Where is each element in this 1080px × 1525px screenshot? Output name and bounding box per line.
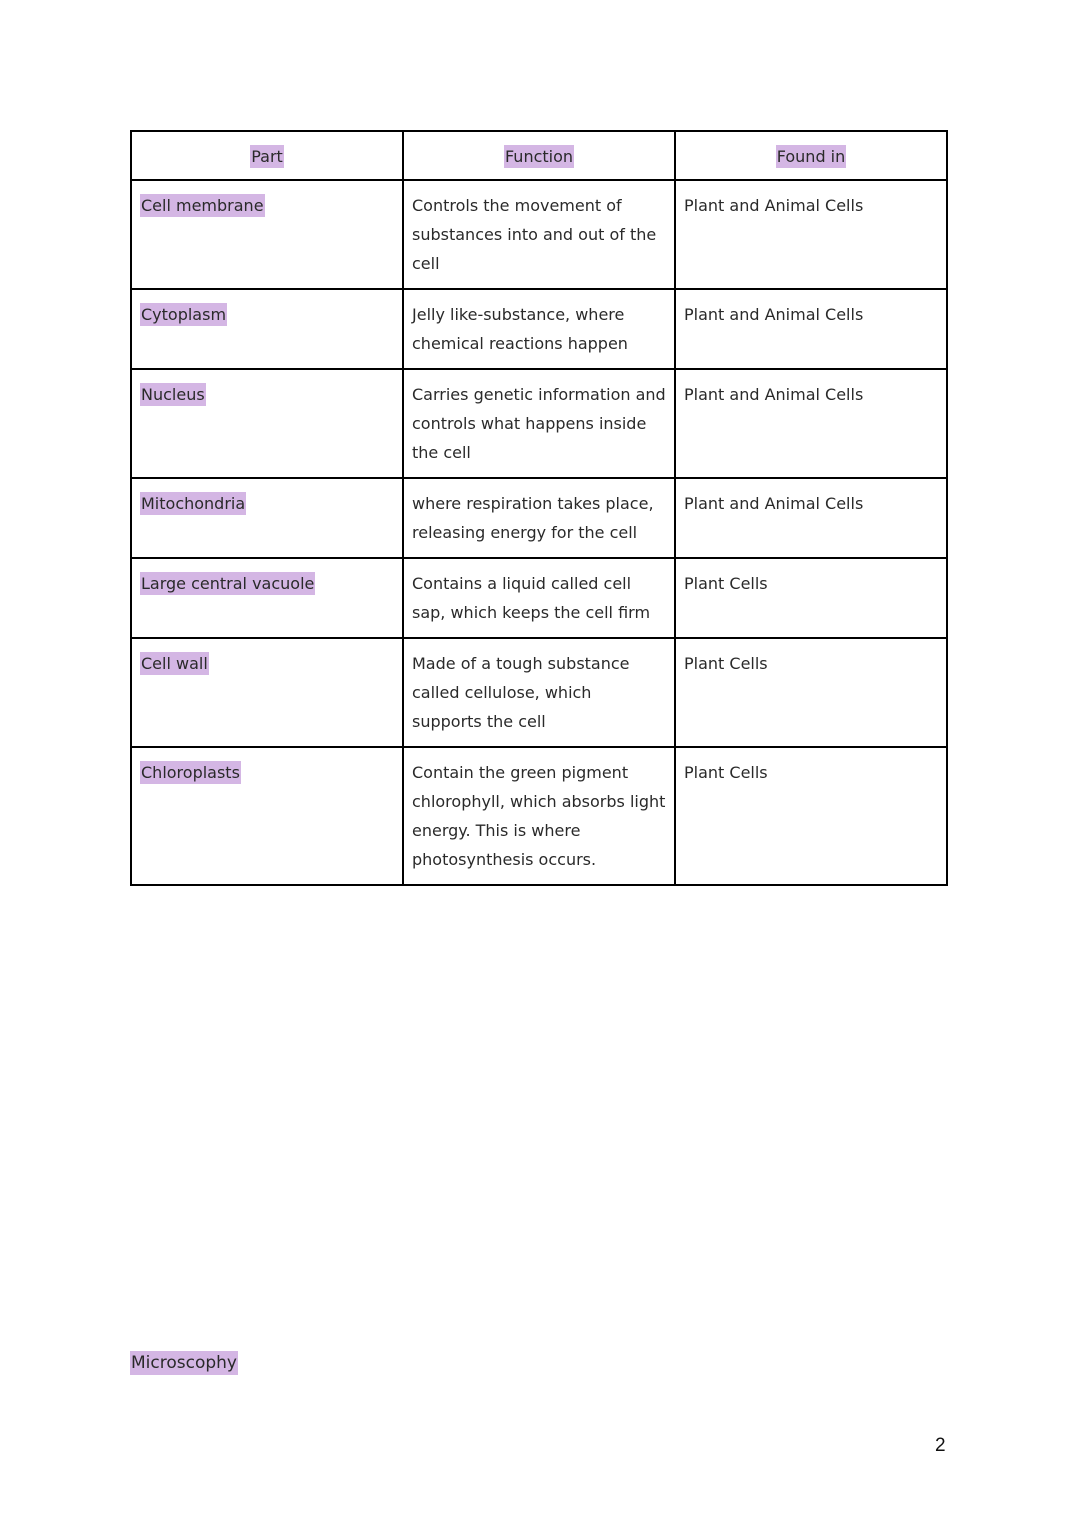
function-cell: Contain the green pigment chlorophyll, which absorbs light energy. This is where photosynthesis occurs. [403, 747, 675, 885]
part-cell [131, 180, 403, 289]
section-heading-label: Microscophy [131, 1353, 237, 1373]
found-in-cell: Plant and Animal Cells [675, 180, 947, 289]
table-row [131, 180, 947, 289]
found-in-cell: Plant and Animal Cells [675, 289, 947, 369]
found-in-cell: Plant and Animal Cells [675, 478, 947, 558]
part-cell [131, 369, 403, 478]
part-cell [131, 289, 403, 369]
table-header-row [131, 131, 947, 180]
table-row [131, 289, 947, 369]
page-number: 2 [935, 1435, 946, 1456]
table-row [131, 638, 947, 747]
part-label: Chloroplasts [141, 763, 240, 782]
part-label: Cell membrane [141, 196, 264, 215]
table-row [131, 369, 947, 478]
function-cell: where respiration takes place, releasing energy for the cell [403, 478, 675, 558]
part-label: Mitochondria [141, 494, 246, 513]
found-in-cell: Plant Cells [675, 638, 947, 747]
found-in-cell: Plant Cells [675, 747, 947, 885]
part-cell [131, 558, 403, 638]
part-cell [131, 638, 403, 747]
function-cell: Controls the movement of substances into and out of the cell [403, 180, 675, 289]
part-label: Cell wall [141, 654, 208, 673]
header-function [403, 131, 675, 180]
part-label: Cytoplasm [141, 305, 227, 324]
cell-parts-table [130, 130, 948, 886]
table-row [131, 558, 947, 638]
function-cell: Made of a tough substance called cellulose, which supports the cell [403, 638, 675, 747]
header-found-in [675, 131, 947, 180]
part-label: Nucleus [141, 385, 205, 404]
found-in-cell: Plant Cells [675, 558, 947, 638]
function-cell: Contains a liquid called cell sap, which keeps the cell firm [403, 558, 675, 638]
table-row [131, 747, 947, 885]
function-cell: Jelly like-substance, where chemical reactions happen [403, 289, 675, 369]
header-part [131, 131, 403, 180]
part-label: Large central vacuole [141, 574, 315, 593]
part-cell [131, 747, 403, 885]
function-cell: Carries genetic information and controls what happens inside the cell [403, 369, 675, 478]
table-row [131, 478, 947, 558]
header-found-in-label: Found in [776, 147, 846, 166]
section-heading [130, 1353, 238, 1373]
header-function-label: Function [504, 147, 574, 166]
header-part-label: Part [251, 147, 283, 166]
part-cell [131, 478, 403, 558]
found-in-cell: Plant and Animal Cells [675, 369, 947, 478]
